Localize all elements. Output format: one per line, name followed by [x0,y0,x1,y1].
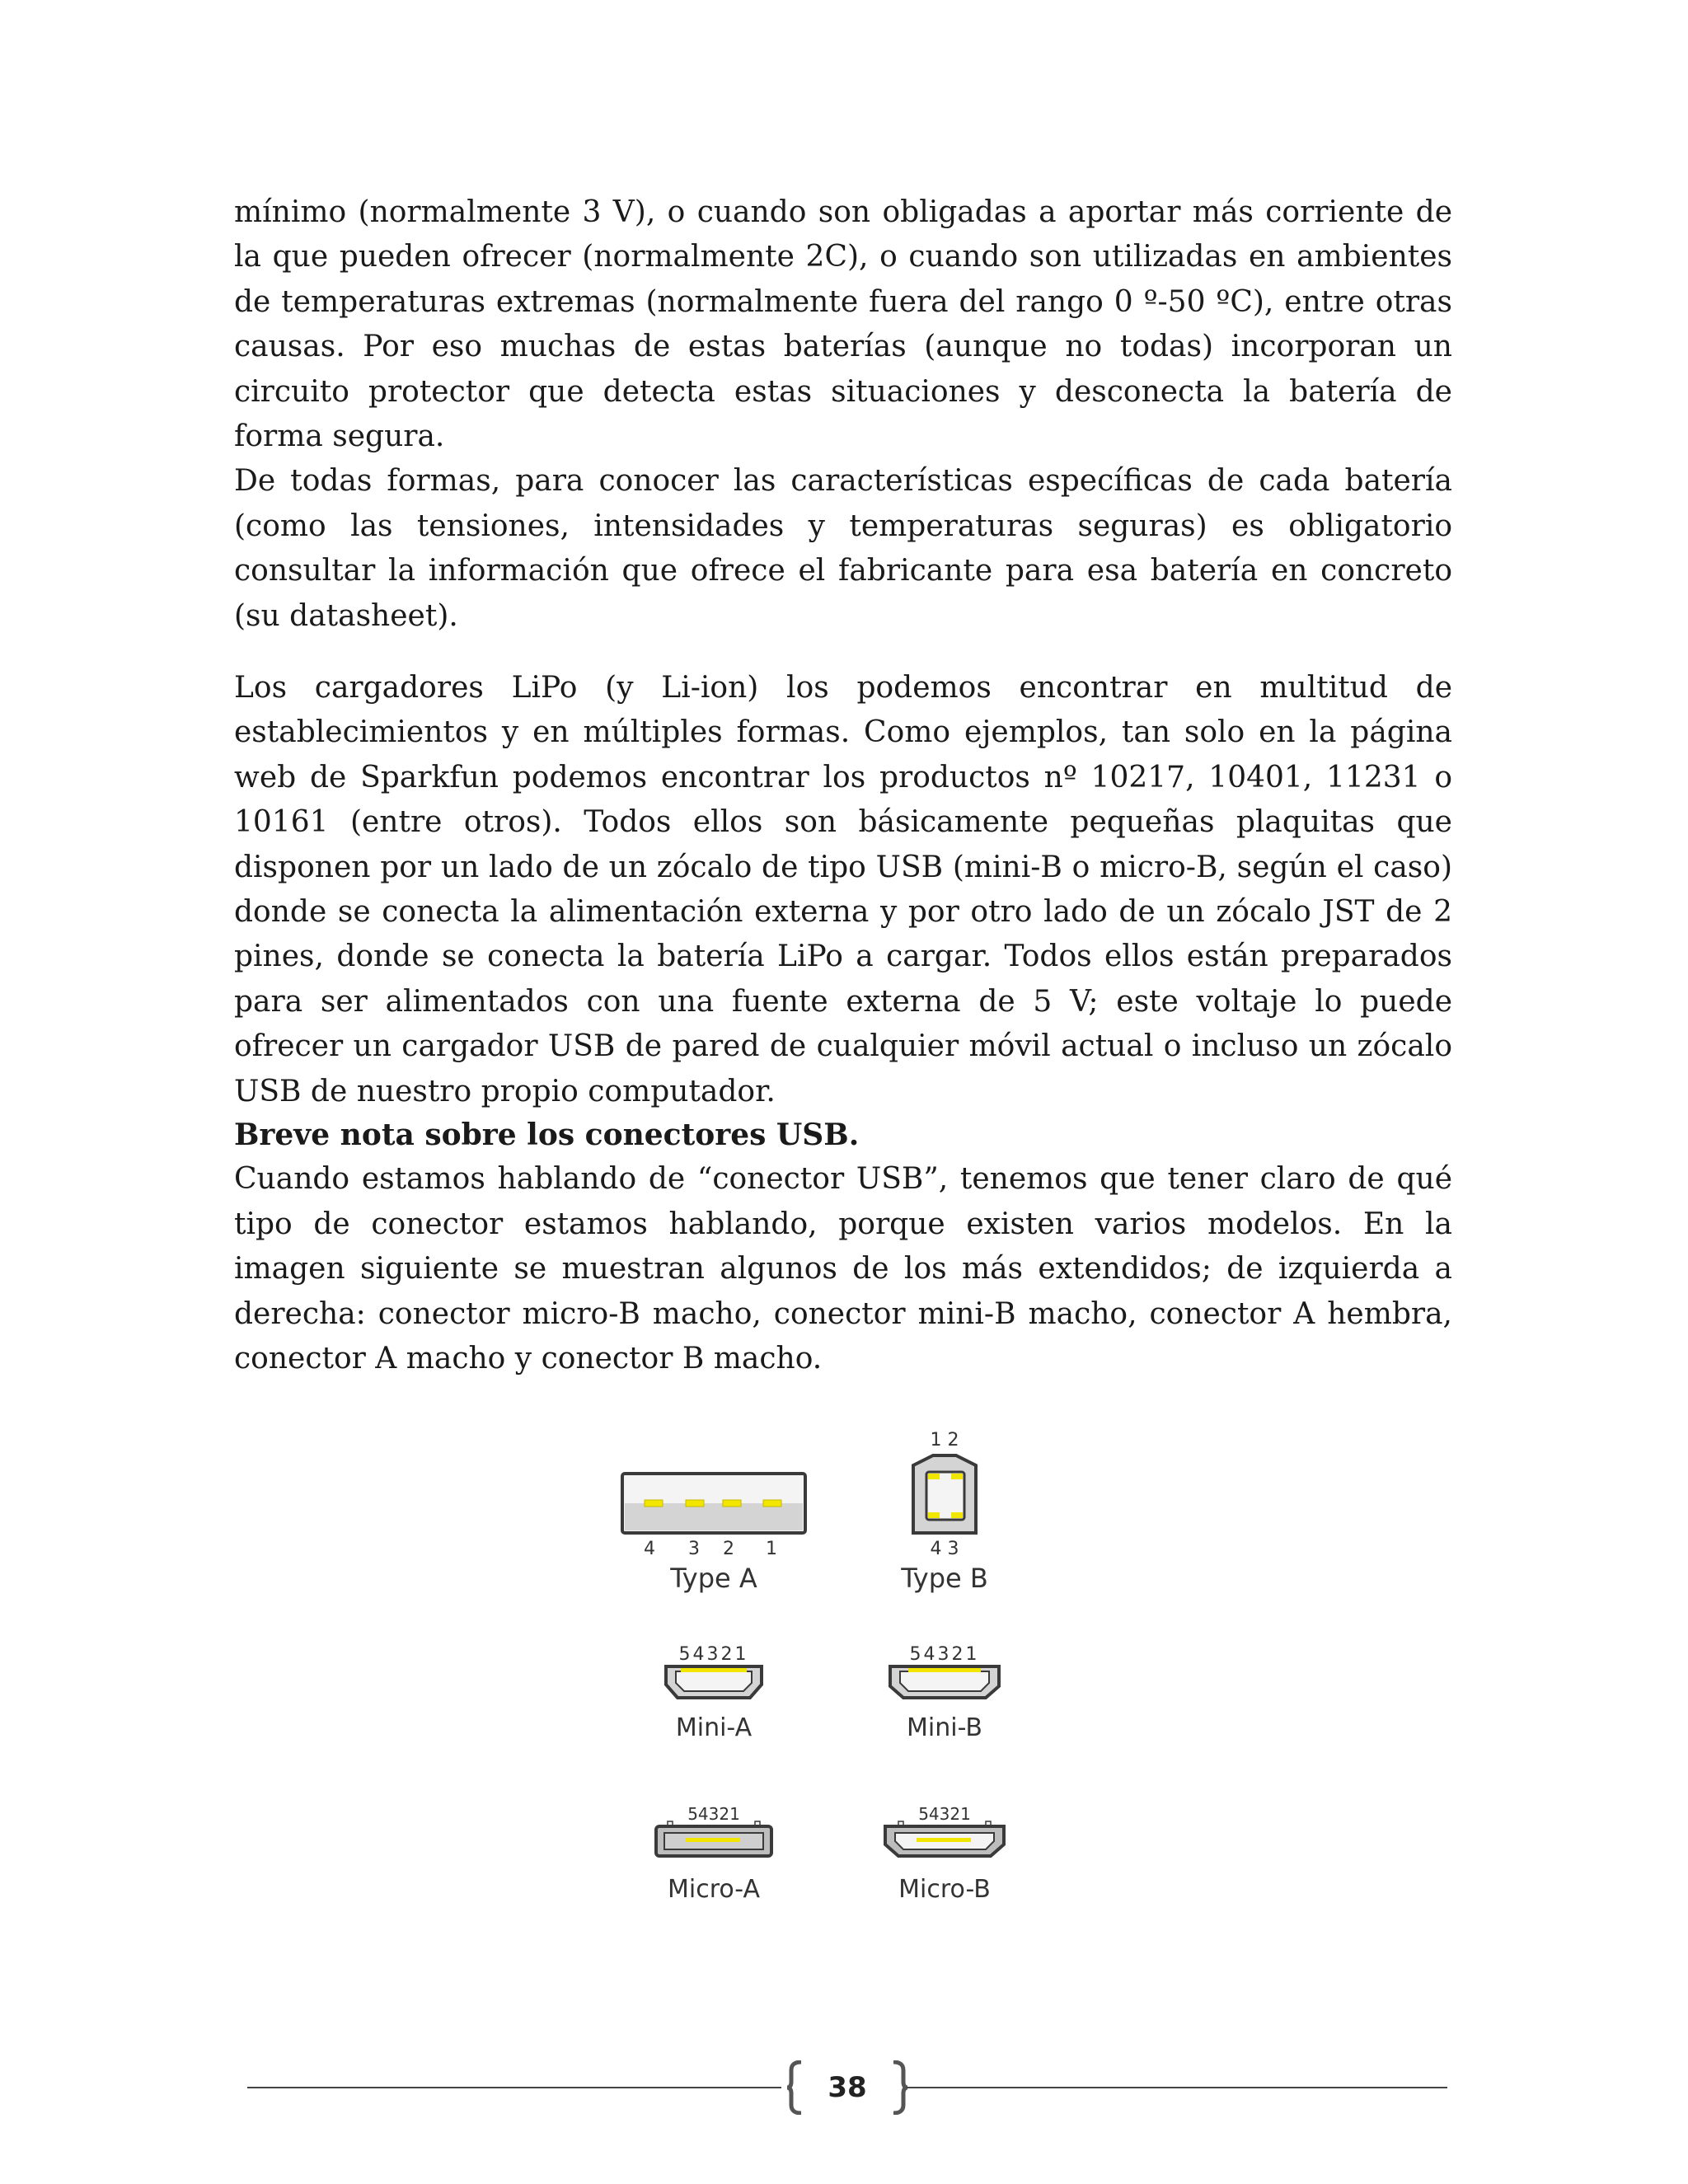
type-a-pin-label-1: 1 [766,1539,777,1559]
page-number: 38 [828,2071,867,2104]
micro-b-pin-labels: 54321 [918,1804,971,1824]
text-block-1 [234,190,1452,639]
text-block-2 [234,666,1452,1114]
page-footer [247,2060,1447,2118]
mini-b-label: Mini-B [907,1713,982,1742]
mini-b-pin-labels: 54321 [909,1644,980,1665]
mini-b-connector [890,1644,999,1742]
type-b-connector [900,1430,988,1594]
paragraph-4: Cuando estamos hablando de “conector USB”, tenemos que tener claro de qué tipo de conector estamos hablando, porque existen varios modelos. En la imagen siguiente se muestran algunos de los más extendidos; de izquierda a derecha: conector micro-B macho, conector mini-B macho, conector A hembra, conector A macho y conector B macho. [234,1162,1452,1376]
usb-connectors-figure [610,1426,1039,1912]
section-heading: Breve nota sobre los conectores USB. [234,1118,860,1152]
mini-a-connector [666,1644,762,1742]
micro-a-label: Micro-A [668,1875,760,1904]
type-b-label: Type B [901,1563,988,1594]
mini-a-pins [681,1668,747,1672]
paragraph-2: De todas formas, para conocer las características específicas de cada batería (como las tensiones, intensidades y temperaturas seguras) es obligatorio consultar la información que ofrece el fabricante para esa batería en concreto (su datasheet). [234,464,1452,633]
type-a-tongue [625,1503,803,1530]
type-b-pin-3 [951,1512,963,1518]
text-block-3 [234,1113,1452,1381]
micro-a-pin-labels: 54321 [687,1804,740,1824]
type-b-pin-bottom-labels: 4 3 [930,1539,959,1559]
mini-a-inner [676,1671,752,1691]
type-b-pin-top-labels: 1 2 [930,1430,959,1451]
right-brace-icon [890,2060,908,2115]
type-a-pin-1 [763,1500,781,1507]
type-a-pin-2 [723,1500,741,1507]
type-a-label: Type A [670,1563,757,1594]
mini-b-inner [900,1671,989,1691]
type-b-pin-2 [951,1474,963,1479]
type-b-pin-1 [928,1474,940,1479]
micro-b-label: Micro-B [898,1875,991,1904]
type-a-pin-4 [645,1500,663,1507]
mini-a-label: Mini-A [675,1713,753,1742]
type-b-pin-4 [928,1512,940,1518]
mini-b-pins [908,1668,981,1672]
mini-a-pin-labels: 54321 [678,1644,749,1665]
footer-rule-right [907,2087,1447,2088]
usb-connectors-diagram [610,1426,1039,1912]
type-a-connector [622,1474,805,1594]
micro-b-connector [885,1804,1004,1904]
paragraph-1: mínimo (normalmente 3 V), o cuando son obligadas a aportar más corriente de la que pueden ofrecer (normalmente 2C), o cuando son utilizadas en ambientes de temperaturas extremas (normalmente fuera del rango 0 º-50 ºC), entre otras causas. Por eso muchas de estas baterías (aunque no todas) incorporan un circuito protector que detecta estas situaciones y desconecta la batería de forma segura. [234,195,1452,454]
micro-a-pins [686,1838,740,1842]
micro-a-connector [656,1804,771,1904]
type-a-pin-label-4: 4 [644,1539,655,1559]
footer-rule-left [247,2087,781,2088]
type-a-pin-label-2: 2 [723,1539,734,1559]
type-a-pin-label-3: 3 [688,1539,700,1559]
micro-b-pins [917,1838,971,1842]
paragraph-3: Los cargadores LiPo (y Li-ion) los podemos encontrar en multitud de establecimientos y en múltiples formas. Como ejemplos, tan solo en la página web de Sparkfun podemos encontrar los productos nº 10217, 10401, 11231 o 10161 (entre otros). Todos ellos son básicamente pequeñas plaquitas que disponen por un lado de un zócalo de tipo USB (mini-B o micro-B, según el caso) donde se conecta la alimentación externa y por otro lado de un zócalo JST de 2 pines, donde se conecta la batería LiPo a cargar. Todos ellos están preparados para ser alimentados con una fuente externa de 5 V; este voltaje lo puede ofrecer un cargador USB de pared de cualquier móvil actual o incluso un zócalo USB de nuestro propio computador. [234,671,1452,1108]
type-a-pin-3 [686,1500,704,1507]
